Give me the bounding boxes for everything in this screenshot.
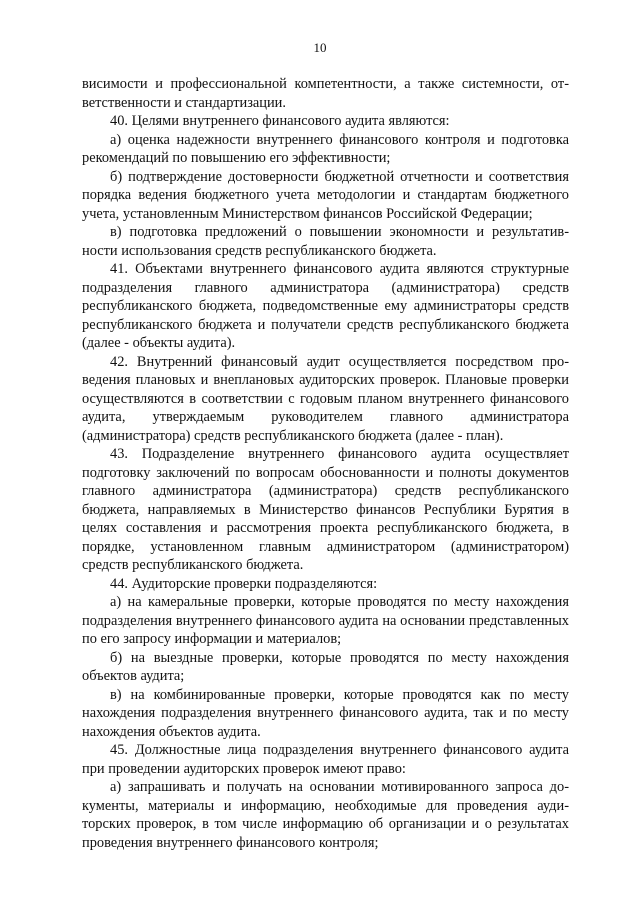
paragraph-40-item-v: в) подготовка предложений о повышении экономности и результативности использования средств республиканского бюджета. — [82, 224, 569, 259]
paragraph-40-item-a: а) оценка надежности внутреннего финансового контроля и подготовка рекомендаций по повышению его эффективности; — [82, 131, 569, 166]
paragraph-45-item-a: а) запрашивать и получать на основании мотивированного запроса документы, материалы и информацию, необходимые для проведения аудиторских проверок, в том числе информацию об организации и о результатах проведения внутреннего финансового контроля; — [82, 779, 569, 851]
document-body — [82, 75, 569, 852]
paragraph-44-item-b: б) на выездные проверки, которые проводятся по месту нахождения объектов аудита; — [82, 649, 569, 684]
paragraph-44-heading: 44. Аудиторские проверки подразделяются: — [110, 575, 378, 592]
page-number: 10 — [313, 40, 327, 55]
paragraph-45-heading: 45. Должностные лица подразделения внутреннего финансового аудита при проведении аудиторских проверок имеют право: — [82, 742, 569, 777]
paragraph-41: 41. Объектами внутреннего финансового аудита являются структурные подразделения главного администратора (администратора) средств республиканского бюджета, подведомственные ему администраторы средств республиканского бюджета и получатели средств республиканского бюджета (далее - объекты аудита). — [82, 261, 569, 351]
paragraph-44-item-v: в) на комбинированные проверки, которые проводятся как по месту нахождения подразделения внутреннего финансового аудита, так и по месту нахождения объектов аудита. — [82, 686, 569, 740]
paragraph-continuation: висимости и профессиональной компетентности, а также системности, ответственности и стандартизации. — [82, 76, 569, 111]
paragraph-44-item-a: а) на камеральные проверки, которые проводятся по месту нахождения подразделения внутреннего финансового аудита на основании представленных по его запросу информации и материалов; — [82, 594, 569, 647]
paragraph-42: 42. Внутренний финансовый аудит осуществляется посредством проведения плановых и внеплановых аудиторских проверок. Плановые проверки осуществляются в соответствии с годовым планом внутреннего финансового аудита, утверждаемым руководителем главного администратора (администратора) средств республиканского бюджета (далее - план). — [82, 353, 569, 444]
paragraph-43: 43. Подразделение внутреннего финансового аудита осуществляет подготовку заключений по вопросам обоснованности и полноты документов главного администратора (администратора) средств республиканского бюджета, направляемых в Министерство финансов Республики Бурятия в целях составления и рассмотрения проекта республиканского бюджета, в порядке, установленном главным администратором (администратором) средств республиканского бюджета. — [82, 446, 569, 573]
paragraph-40-heading: 40. Целями внутреннего финансового аудита являются: — [110, 113, 450, 129]
paragraph-40-item-b: б) подтверждение достоверности бюджетной отчетности и соответствия порядка ведения бюджетного учета методологии и стандартам бюджетного учета, установленным Министерством финансов Российской Федерации; — [82, 168, 569, 222]
